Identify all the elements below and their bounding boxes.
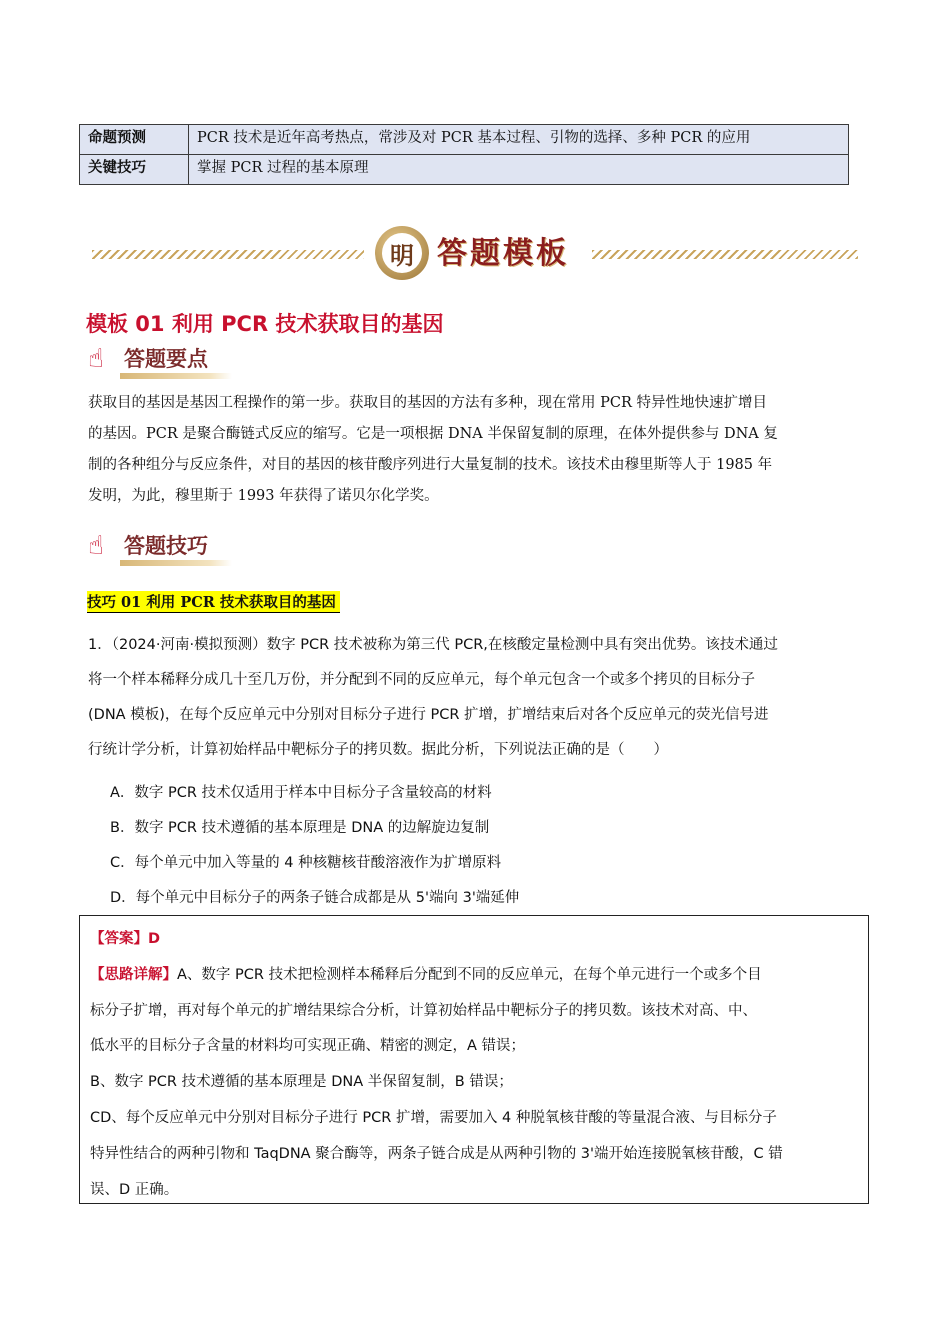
question-stem [88, 628, 862, 768]
table-value: PCR 技术是近年高考热点，常涉及对 PCR 基本过程、引物的选择、多种 PCR 的应用 [189, 125, 849, 155]
banner-hatch-right [592, 250, 858, 259]
skill-title: 技巧 01 利用 PCR 技术获取目的基因 [87, 591, 340, 613]
analysis-text: A、数字 PCR 技术把检测样本稀释后分配到不同的反应单元，在每个单元进行一个或多个目 [177, 966, 762, 983]
question-line: 将一个样本稀释分成几十至几万份，并分配到不同的反应单元，每个单元包含一个或多个拷贝的目标分子 [88, 672, 755, 688]
analysis-line: CD、每个反应单元中分别对目标分子进行 PCR 扩增，需要加入 4 种脱氧核苷酸的等量混合液、与目标分子 [90, 1109, 777, 1126]
option-d: D．每个单元中目标分子的两条子链合成都是从 5'端向 3'端延伸 [110, 890, 520, 906]
analysis-line [90, 958, 860, 994]
option-b: B．数字 PCR 技术遵循的基本原理是 DNA 的边解旋边复制 [110, 820, 490, 836]
paragraph-line: 制的各种组分与反应条件，对目的基因的核苷酸序列进行大量复制的技术。该技术由穆里斯等人于 1985 年 [88, 457, 773, 473]
banner-title: 答题模板 [437, 236, 569, 271]
table-row [80, 125, 849, 155]
question-line: (DNA 模板)，在每个反应单元中分别对目标分子进行 PCR 扩增，扩增结束后对各个反应单元的荧光信号进 [88, 707, 769, 723]
seal-icon [375, 226, 429, 280]
answer-label: 【答案】 [90, 931, 148, 947]
seal-char: 明 [382, 233, 422, 273]
analysis-line: B、数字 PCR 技术遵循的基本原理是 DNA 半保留复制，B 错误； [90, 1074, 513, 1091]
pointing-hand-icon: ☝ [88, 531, 104, 561]
table-row [80, 155, 849, 185]
answer-value: D [148, 931, 161, 947]
template-title: 模板 01 利用 PCR 技术获取目的基因 [86, 312, 444, 336]
section-heading-points [88, 339, 214, 379]
analysis-label: 【思路详解】 [90, 966, 177, 983]
paragraph-line: 发明，为此，穆里斯于 1993 年获得了诺贝尔化学奖。 [88, 488, 439, 504]
answer-box [79, 915, 869, 1204]
analysis-line: 标分子扩增，再对每个单元的扩增结果综合分析，计算初始样品中靶标分子的拷贝数。该技术对高、中、 [90, 1002, 757, 1019]
option-a: A．数字 PCR 技术仅适用于样本中目标分子含量较高的材料 [110, 785, 492, 801]
section-heading-label: 答题要点 [120, 343, 214, 375]
table-key: 关键技巧 [80, 155, 189, 185]
pointing-hand-icon: ☝ [88, 344, 104, 374]
info-table [79, 124, 849, 185]
analysis-line: 特异性结合的两种引物和 TaqDNA 聚合酶等，两条子链合成是从两种引物的 3'端开始连接脱氧核苷酸，C 错 [90, 1145, 783, 1162]
analysis-line: 误、D 正确。 [90, 1181, 179, 1198]
question-line: 行统计学分析，计算初始样品中靶标分子的拷贝数。据此分析，下列说法正确的是（ ） [88, 742, 668, 758]
question-line: 1．（2024·河南·模拟预测）数字 PCR 技术被称为第三代 PCR,在核酸定量检测中具有突出优势。该技术通过 [88, 637, 778, 653]
banner-hatch-left [92, 250, 364, 259]
section-heading-skills [88, 526, 214, 566]
points-paragraph [88, 388, 864, 512]
section-heading-label: 答题技巧 [120, 530, 214, 562]
table-key: 命题预测 [80, 125, 189, 155]
table-value: 掌握 PCR 过程的基本原理 [189, 155, 849, 185]
analysis-line: 低水平的目标分子含量的材料均可实现正确、精密的测定，A 错误； [90, 1038, 526, 1055]
answer-line [90, 922, 860, 958]
paragraph-line: 获取目的基因是基因工程操作的第一步。获取目的基因的方法有多种，现在常用 PCR 特异性地快速扩增目 [88, 395, 767, 411]
paragraph-line: 的基因。PCR 是聚合酶链式反应的缩写。它是一项根据 DNA 半保留复制的原理，在体外提供参与 DNA 复 [88, 426, 778, 442]
option-c: C．每个单元中加入等量的 4 种核糖核苷酸溶液作为扩增原料 [110, 855, 502, 871]
